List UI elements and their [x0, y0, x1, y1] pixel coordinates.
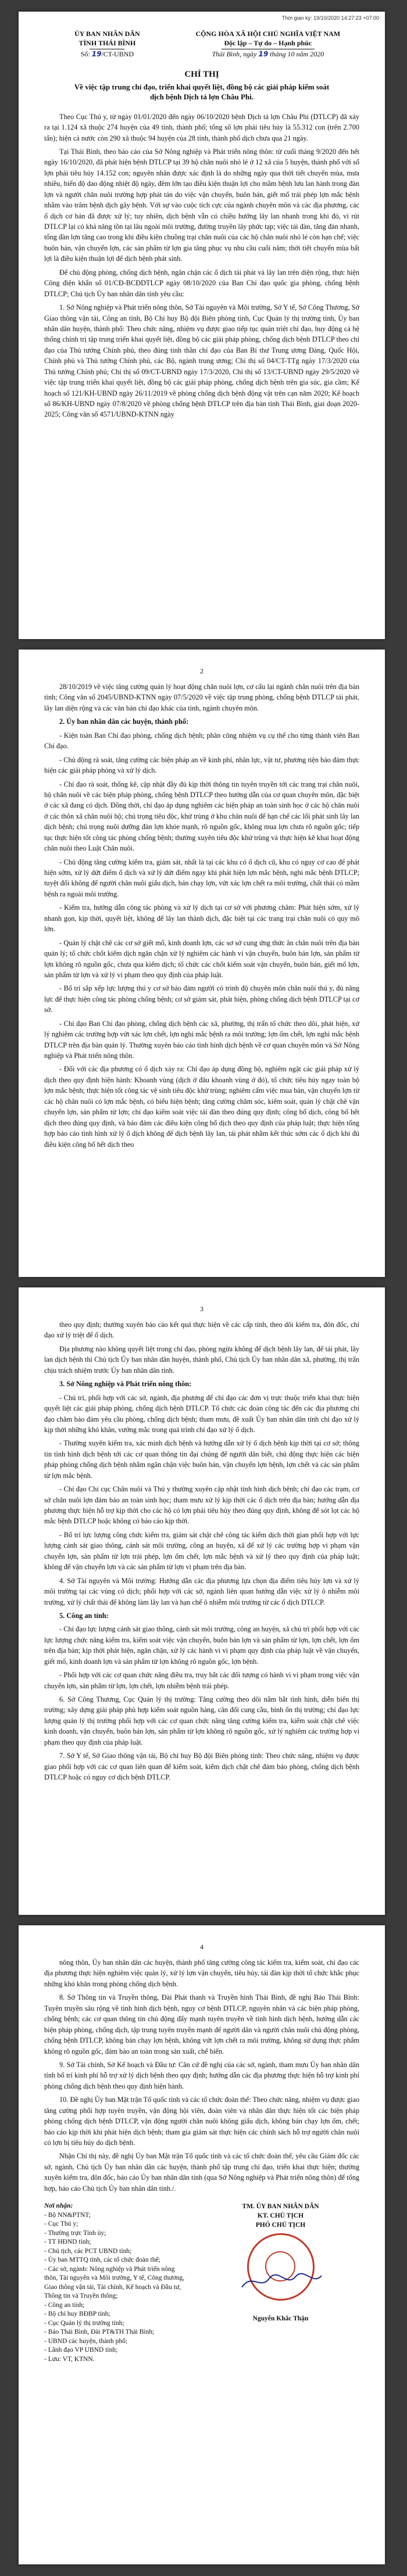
date-handwritten: 19	[258, 50, 269, 59]
national-title	[177, 29, 359, 59]
recipient-item: - Bộ chỉ huy BĐBP tỉnh;	[44, 2310, 110, 2318]
number-prefix: Số:	[80, 50, 90, 59]
paragraph: 28/10/2019 về việc tăng cường quản lý hoạt động chăn nuôi lợn, cơ cấu lại ngành chăn nuôi trên địa bàn tỉnh; Công văn số 2045/UBND-KTNN ngày 07/5/2020 về việc tập trung phòng, chống bệnh DTLCP tái phát, lây lan diện rộng và các văn bản chỉ đạo khác của tỉnh, ngành chuyên môn.	[44, 683, 359, 712]
paragraph: - Chỉ đạo Ban Chỉ đạo phòng, chống dịch bệnh các xã, phường, thị trấn tổ chức theo dõi, phát hiện, xử lý nghiêm các trường hợp vứt xác lợn chết, lợn nghi mắc bệnh ra môi trường; lợn ốm chết, lợn nghi mắc bệnh DTLCP trên địa bàn quản lý. Thường xuyên báo cáo tình hình dịch bệnh về cơ quan chuyên môn và Sở Nông nghiệp và Phát triển nông thôn.	[44, 1019, 359, 1060]
recipient-item: - Cục Thú y;	[44, 2220, 78, 2228]
paragraph: 7. Sở Y tế, Sở Giao thông vận tải, Bộ chỉ huy Bộ đội Biên phòng tỉnh: Theo chức năng, nhiệm vụ được giao phối hợp với các cơ quan liên quan để kiểm soát, kiểm dịch chặt chẽ đảm bảo phòng, chống dịch bệnh DTLCP hoặc có nguy cơ dịch bệnh DTLCP.	[44, 1752, 359, 1782]
paragraph: - Kiện toàn Ban Chỉ đạo phòng, chống dịch bệnh; phân công nhiệm vụ cụ thể cho từng thành viên Ban Chỉ đạo.	[44, 731, 359, 751]
recipients-title: Nơi nhận:	[44, 2202, 73, 2210]
recipient-item: - Công an tỉnh;	[44, 2301, 85, 2309]
number-suffix: /CT-UBND	[101, 50, 134, 59]
recipient-item: - Lãnh đạo VP UBND tỉnh;	[44, 2347, 118, 2354]
signer-line-3: PHÓ CHỦ TỊCH	[255, 2222, 306, 2229]
national-motto: Độc lập – Tự do – Hạnh phúc	[224, 39, 312, 48]
document-header	[44, 29, 359, 59]
paragraph: Theo Cục Thú y, từ ngày 01/01/2020 đến ngày 06/10/2020 bệnh Dịch tả lợn Châu Phi (DTLCP) đã xảy ra tại 1.124 xã thuộc 274 huyện của 49 tỉnh, thành phố; tổng số lợn phải tiêu hủy là 55.312 con (trên 2.700 tấn); hiện cả nước còn 290 xã thuộc 94 huyện của 28 tỉnh, thành phố dịch chưa qua 21 ngày.	[44, 112, 359, 142]
paragraph: Để chủ động phòng, chống dịch bệnh, ngăn chặn các ổ dịch tái phát và lây lan trên diện rộng, thực hiện Công điện khẩn số 01/CĐ-BCĐDTLCP ngày 08/10/2020 của Ban Chỉ đạo quốc gia phòng, chống bệnh DTLCP; Chủ tịch Ủy ban nhân dân tỉnh yêu cầu:	[44, 268, 359, 298]
recipient-item: - Chủ tịch, các PCT UBND tỉnh;	[44, 2247, 132, 2255]
document-number	[44, 49, 170, 59]
recipient-item: - Lưu: VT, KTNN.	[44, 2355, 95, 2363]
signature-block	[44, 2202, 359, 2364]
paragraph: - Chủ động rà soát, tăng cường các biện pháp an về kinh phí, nhân lực, vật tư, phương tiện bảo đảm thực hiện các giải pháp phòng và xử lý dịch.	[44, 755, 359, 775]
paragraph: - Chỉ đạo rà soát, thống kê, cập nhật đầy đủ kịp thời thông tin tuyên truyền tới các trang trại chăn nuôi, hộ chăn nuôi về các biện pháp phòng, chống bệnh DTLCP theo hướng dẫn của cơ quan chuyên môn, đặc biệt ở các xã đang có dịch. Đồng thời, chỉ đạo áp dụng nghiêm các biện pháp an toàn sinh học ở các hộ chăn nuôi ở các thôn xã chăn nuôi hộ; chú trọng tiêu độc, khử trùng ở khu chăn nuôi để hạn chế các lối phát sinh lây lan dịch bệnh; chú trọng nuôi dưỡng đàn lợn khỏe mạnh, rõ nguồn gốc, không mua lợn chưa rõ nguồn gốc; tiếp tục thực hiện tốt công tác phòng chống bệnh; thường xuyên tiêu độc khử trùng và thực hiện kê khai hoạt động chăn nuôi theo Luật Chăn nuôi.	[44, 780, 359, 853]
section-heading: 3. Sở Nông nghiệp và Phát triển nông thôn:	[59, 1380, 192, 1389]
number-handwritten: 19	[91, 50, 102, 59]
recipient-item: - UBND các huyện, thành phố;	[44, 2337, 128, 2345]
paragraph: - Phối hợp với các cơ quan chức năng điều tra, truy bắt các đối tượng có hành vi vi phạm trong việc vận chuyển lợn, sản phẩm từ lợn, lợn chết, lợn nhiễm bệnh trái phép.	[44, 1671, 359, 1690]
digital-signature-stamp: Thời gian ký: 19/10/2020 14:27:23 +07:00	[281, 15, 379, 21]
paragraph: theo quy định; thường xuyên báo cáo kết quả thực hiện về các cấp tỉnh, theo dõi kiểm tra, đôn đốc, chỉ đạo xử lý triệt để ổ dịch.	[44, 1321, 359, 1340]
issue-date	[177, 49, 359, 59]
recipient-item: - Cục Quản lý thị trường tỉnh;	[44, 2319, 124, 2327]
recipient-item: - Bộ NN&PTNT;	[44, 2211, 91, 2219]
paragraph: - Bố trí lực lượng công chức kiểm tra, giám sát chặt chẽ công tác kiểm dịch thời gian phối hợp với lực lượng cảnh sát giao thông, cảnh sát môi trường, công an huyện, xã để xử lý các trường hợp vi phạm vận chuyển lợn, sản phẩm từ lợn trái phép, lợn ốm chết, lợn mắc bệnh và xử lý theo quy định của pháp luật; không để vận chuyển lợn và các sản phẩm từ lợn vi phạm trên địa bàn.	[44, 1530, 359, 1572]
agency-line-2: TỈNH THÁI BÌNH	[78, 39, 136, 48]
recipient-item: - Thường trực Tỉnh ủy;	[44, 2229, 106, 2237]
signature-icon	[237, 2270, 324, 2293]
signer-name: Nguyễn Khắc Thận	[252, 2315, 309, 2322]
page-number: 4	[200, 1943, 204, 1951]
recipient-item: - Báo Thái Bình, Đài PT&TH Thái Bình;	[44, 2329, 155, 2336]
document-title: CHỈ THỊ	[184, 69, 219, 79]
paragraph: - Kiểm tra, hướng dẫn công tác phòng và xử lý dịch tại cơ sở với phương châm: Phát hiện sớm, xử lý nhanh gọn, kịp thời, quyết liệt, không để lây lan thành dịch, đặc biệt tại các trang trại chăn nuôi có quy mô lớn.	[44, 903, 359, 934]
paragraph: 6. Sở Công Thương, Cục Quản lý thị trường: Tăng cường theo dõi nắm bắt tình hình, diễn biến thị trường; xây dựng giải pháp phù hợp kiểm soát nguồn hàng, cân đối cung cầu, bình ổn thị trường; chỉ đạo lực lượng quản lý thị trường phối hợp với các cơ quan chức năng tăng cường kiểm tra, kiểm soát chặt chẽ việc kinh doanh, vận chuyển, buôn bán lợn, sản phẩm từ lợn không rõ nguồn gốc, xử lý nghiêm các trường hợp vi phạm theo quy định của pháp luật.	[44, 1695, 359, 1746]
page-1	[19, 12, 385, 639]
signer-line-1: TM. ỦY BAN NHÂN DÂN	[242, 2203, 319, 2211]
date-suffix: tháng 10 năm 2020	[270, 50, 324, 59]
paragraph: 8. Sở Thông tin và Truyền thông, Đài Phát thanh và Truyền hình Thái Bình, đề nghị Báo Thái Bình: Tuyên truyền sâu rộng về tình hình dịch bệnh, nguy cơ bệnh DTLCP, nguyên nhân và các biện pháp phòng, chống bệnh; các cơ quan thông tin chủ động đẩy mạnh tuyên truyền về tình hình dịch bệnh, hướng dẫn các biện pháp phòng, chống dịch, tập trung tuyên truyền mạnh để người dân và người chăn nuôi chủ động phòng, chống bệnh DTLCP, không bán chạy lợn bệnh, không vứt lợn chết ra môi trường, không sử dụng thực phẩm không rõ nguồn gốc, đảm bảo an toàn trong sản xuất, chế biến.	[44, 1993, 359, 2055]
paragraph: - Bố trí sắp xếp lực lượng thú y cơ sở bảo đảm người có trình độ chuyên môn chăn nuôi thú y, đủ năng lực để thực hiện công tác phòng chống bệnh; cơ sở giám sát, phát hiện, phòng chống dịch bệnh DTLCP tại cơ sở.	[44, 984, 359, 1014]
paragraph: Tại Thái Bình, theo báo cáo của Sở Nông nghiệp và Phát triển nông thôn: từ cuối tháng 9/2020 đến hết ngày 16/10/2020, đã phát hiện bệnh DTLCP tại 39 hộ chăn nuôi nhỏ lẻ ở 12 xã của 5 huyện, thành phố với số lợn phải tiêu hủy 14.152 con; nguyên nhân được xác định là do những ngày qua thời tiết chuyển mùa, mưa nhiều, biến độ dao động nhiệt độ ngày, đêm lớn tạo điều kiện thuận lợi cho mầm bệnh lưu lan hành trong đàn lợn và người chăn nuôi trường hợp phát tán do việc vận chuyển, buôn bán, giết mổ trái phép lợn mắc bệnh nhằm vào trâm bệnh dịch gây bệnh. Với sự vào cuộc tích cực của ngành chuyên môn và các địa phương, các ổ dịch cơ bản đã được xử lý; tuy nhiên, dịch bệnh vẫn có chiều hướng lây lan nhanh trong khi đó, vi rút DTLCP lại có khả năng tồn tại lâu ngoài môi trường, đường truyền lây phức tạp; việc tái đàn, tăng đàn nhanh, tổng đàn lợn tăng cao trong khi điều kiện chuồng trại chăn nuôi của các hộ chăn nuôi nhỏ lẻ còn hạn chế; việc buôn bán, vận chuyển lợn, các sản phẩm từ lợn gia tăng phục vụ nhu cầu cuối năm; thời tiết chuyển mùa bất lợi là điều kiện thuận lợi để dịch bệnh phát sinh.	[44, 147, 359, 263]
paragraph: 9. Sở Tài chính, Sở Kế hoạch và Đầu tư: Căn cứ đề nghị của các sở, ngành, tham mưu Ủy ban nhân dân tỉnh bố trí kinh phí hỗ trợ xử lý dịch bệnh theo quy định; hướng dẫn các địa phương thực hiện hỗ trợ kinh phí phòng chống dịch bệnh theo quy định hiện hành.	[44, 2060, 359, 2090]
paragraph: - Quản lý chặt chẽ các cơ sở giết mổ, kinh doanh lợn, các sơ sở cung ứng thức ăn chăn nuôi trên địa bàn quản lý; tổ chức chốt kiểm dịch ngăn chặn xử lý nghiêm các hành vi vận chuyển, buôn bán lợn, sản phẩm từ lợn không rõ nguồn gốc, chưa qua kiểm dịch; tổ chức các chốt kiểm soát vận chuyển, buôn bán, giết mổ lợn, sản phẩm từ lợn và xử lý vi phạm theo quy định của pháp luật.	[44, 938, 359, 979]
country-name: CỘNG HÒA XÃ HỘI CHỦ NGHĨA VIỆT NAM	[195, 30, 341, 38]
page-number: 3	[200, 1305, 204, 1313]
recipient-item: - Các sở, ngành: Nông nghiệp và Phát triển nông thôn, Tài nguyên và Môi trường, Y tế, Công thương, Giao thông vận tải, Tài chính, Kế hoạch và Đầu tư, Thông tin và Truyền thông;	[44, 2265, 185, 2300]
paragraph: - Thường xuyên kiểm tra, xác minh dịch bệnh và hướng dẫn xử lý ổ dịch bệnh kịp thời tại cơ sở; thông tin tình hình dịch bệnh tới các cơ quan thông tin đại chúng để người dân biết, chủ động thực hiện các biện pháp phòng chống dịch bệnh nhằm ngăn chặn việc buôn bán, vận chuyển lợn bệnh, lợn chết và các sản phẩm từ lợn mắc bệnh.	[44, 1439, 359, 1480]
paragraph: - Chủ trì, phối hợp với các sở, ngành, địa phương để chỉ đạo các đơn vị trực thuộc triển khai thực hiện quyết liệt các giải pháp phòng, chống dịch bệnh DTLCP. Tổ chức các đoàn công tác đến các địa phương chỉ đạo chăm bảo đảm yêu cầu phòng, chống dịch bệnh; tham mưu, đề xuất Ủy ban nhân dân tỉnh chỉ đạo xử lý kịp thời những khó khăn, vướng mắc trong quá trình chỉ đạo xử lý ổ dịch.	[44, 1393, 359, 1434]
paragraph: 4. Sở Tài nguyên và Môi trường: Hướng dẫn các địa phương lựa chọn địa điểm tiêu hủy lợn và xử lý môi trường tại các vùng có dịch; phối hợp với các sở, ngành liên quan hướng dẫn việc xử lý ô nhiễm môi trường, xử lý chất thải để không làm lây lan và hạn chế ô nhiễm môi trường từ các ổ dịch DTLCP.	[44, 1576, 359, 1606]
page-3	[19, 1287, 385, 1915]
paragraph: - Chỉ đạo lực lượng cảnh sát giao thông, cảnh sát môi trường, công an huyện, xã chủ trì phối hợp với các lực lượng chức năng kiểm tra, kiểm soát việc vận chuyển, buôn bán lợn và sản phẩm từ lợn, lợn chết, lợn ốm trên địa bàn; kịp thời phát hiện, ngăn chặn, xử lý các hành vi vi phạm quy định của pháp luật về vận chuyển, giết mổ, kinh doanh lợn và sản phẩm từ lợn không rõ nguồn gốc, lợn bệnh.	[44, 1625, 359, 1666]
signer-block	[202, 2202, 359, 2364]
paragraph: 1. Sở Nông nghiệp và Phát triển nông thôn, Sở Tài nguyên và Môi trường, Sở Y tế, Sở Công Thương, Sở Giao thông vận tải, Công an tỉnh, Bộ Chỉ huy Bộ đội Biên phòng tỉnh, Cục Quản lý thị trường tỉnh, Ủy ban nhân dân huyện, thành phố: Theo chức năng, nhiệm vụ được giao tiếp tục quán triệt chỉ đạo, huy động cả hệ thống chính trị tập trung triển khai quyết liệt, đồng bộ các giải pháp phòng, chống dịch bệnh DTLCP theo chỉ đạo của Thủ tướng Chính phủ, theo đúng tinh thần chỉ đạo của Ban Bí thư Trung ương Đảng, Quốc Hội, Chính phủ và Thủ tướng Chính phủ, các Bộ, ngành trung ương; Chỉ thị số 04/CT-TTg ngày 17/3/2020 của Thủ tướng Chính phủ; Chỉ thị số 09/CT-UBND ngày 17/3/2020, Chỉ thị số 13/CT-UBND ngày 29/5/2020 về việc tập trung triển khai quyết liệt, đồng bộ các giải pháp phòng, chống dịch bệnh trên gia súc, gia cầm; Kế hoạch số 121/KH-UBND ngày 26/11/2019 về phòng chống dịch bệnh động vật trên cạn năm 2020; Kế hoạch số 86/KH-UBND ngày 07/8/2020 về phòng chống bệnh DTLCP trên địa bàn tỉnh Thái Bình, giai đoạn 2020-2025; Công văn số 4571/UBND-KTNN ngày	[44, 303, 359, 419]
recipients-list	[44, 2202, 186, 2364]
recipient-item: - Ủy ban MTTQ tỉnh, các tổ chức đoàn thể;	[44, 2256, 160, 2264]
recipient-item: - TT HĐND tỉnh;	[44, 2238, 91, 2246]
paragraph: 10. Đề nghị Ủy ban Mặt trận Tổ quốc tỉnh và các tổ chức đoàn thể: Theo chức năng, nhiệm vụ được giao tăng cường phối hợp tuyên truyền, vận động hội viên, đoàn viên và nhân dân thực hiện tốt các biện pháp phòng chống dịch bệnh DTLCP, vận động người chăn nuôi không giấu dịch, không bán chạy lợn ốm, chết; báo cáo kịp thời khi phát hiện dịch bệnh; tham gia giám sát thực hiện các chính sách hỗ trợ người chăn nuôi có lợn bị tiêu hủy do dịch bệnh.	[44, 2096, 359, 2147]
paragraph: - Chỉ đạo Chi cục Chăn nuôi và Thú y thường xuyên cập nhật tình hình dịch bệnh; chỉ đạo các trạm, cơ sở chăn nuôi lợn đảm bảo an toàn sinh học; tham mưu xử lý kịp thời các ổ dịch trên địa bàn; hướng dẫn địa phương thực hiện hỗ trợ kịp thời cho các hộ có lợn phải tiêu hủy theo đúng quy định, không để sót lọt các hộ mắc bệnh DTLCP hoặc không có báo cáo kịp thời.	[44, 1485, 359, 1526]
document-subtitle: Về việc tập trung chỉ đạo, triển khai quyết liệt, đồng bộ các giải pháp kiểm soát dịch bệnh Dịch tả lợn Châu Phi.	[74, 82, 330, 102]
paragraph: Địa phương nào không quyết liệt trong chỉ đạo, phòng ngừa không để dịch bệnh lây lan, để tái phát, lây lan dịch bệnh thì Chủ tịch Ủy ban nhân dân huyện, thành phố, Chủ tịch Ủy ban nhân dân xã, phường, thị trấn chịu trách nhiệm trước Ủy ban nhân dân tỉnh.	[44, 1344, 359, 1375]
agency-line-1: ỦY BAN NHÂN DÂN	[74, 30, 140, 38]
paragraph: Nhận Chỉ thị này, đề nghị Ủy ban Mặt trận Tổ quốc tỉnh và các tổ chức đoàn thể, yêu cầu Giám đốc các sở, ngành, Chủ tịch Ủy ban nhân dân các huyện, thành phố tập trung chỉ đạo, triển khai thực hiện; thường xuyên kiểm tra, đôn đốc, báo cáo Ủy ban nhân dân tỉnh (qua Sở Nông nghiệp và Phát triển nông thôn) để tổng hợp, báo cáo Chủ tịch Ủy ban nhân dân tỉnh./.	[44, 2152, 359, 2193]
date-prefix: Thái Bình, ngày	[212, 50, 257, 59]
page-2	[19, 650, 385, 1277]
paragraph: - Chủ động tăng cường kiểm tra, giám sát, nhất là tại các khu có ổ dịch cũ, khu có nguy cơ cao để phát hiện sớm, xử lý dứt điểm ổ dịch và xử lý dứt điểm ngay khi phát hiện lợn mắc bệnh, nghi mắc bệnh DTLCP; tuyệt đối không để người chăn nuôi giấu dịch, bán chạy lợn, vứt xác lợn chết ra môi trường, chất thải có mầm bệnh ra ngoài môi trường.	[44, 858, 359, 898]
page-4	[19, 1925, 385, 2564]
issuing-agency	[44, 29, 170, 59]
page-number: 2	[200, 667, 204, 675]
paragraph: - Đối với các địa phương có ổ dịch xảy ra: Chỉ đạo áp dụng đồng bộ, nghiêm ngặt các giải pháp xử lý dịch theo quy định hiện hành: Khoanh vùng (dịch ở đâu khoanh vùng ở đó), tổ chức tiêu hủy ngay toàn bộ lợn mắc bệnh; thực hiện tốt công tác vệ sinh tiêu độc khử trùng; nghiêm cấm việc mua bán, vận chuyển lợn từ các hộ chăn nuôi có lợn mắc bệnh, có biểu hiện bệnh; tăng cường chăm sóc, kiểm soát, quản lý chặt chẽ vận chuyển lợn, sản phẩm từ lợn; chỉ đạo kiểm soát việc tái đàn theo đúng quy định; công bố dịch, công bố hết dịch theo đúng quy định, và bảo đảm các điều kiện công bố dịch theo quy định của pháp luật; thực hiện tổng hợp báo cáo tình hình xử lý ổ dịch không để dịch bệnh lây lan, tái phát nhằm kết thúc sớm các ổ dịch khi đủ điều kiện công bố hết dịch theo	[44, 1065, 359, 1149]
signer-line-2: KT. CHỦ TỊCH	[257, 2212, 304, 2220]
paragraph: nông thôn, Ủy ban nhân dân các huyện, thành phố tăng cường công tác kiểm tra, kiểm soát, chỉ đạo các địa phương thực hiện nghiêm việc quản lý, xử lý lợn vận chuyển, tiêu hủy, tái đàn kịp thời tổ chức khắc phục những khó khăn trong phòng chống dịch bệnh.	[44, 1958, 359, 1988]
section-heading: 5. Công an tỉnh:	[59, 1611, 109, 1620]
section-heading: 2. Ủy ban nhân dân các huyện, thành phố:	[59, 717, 189, 726]
